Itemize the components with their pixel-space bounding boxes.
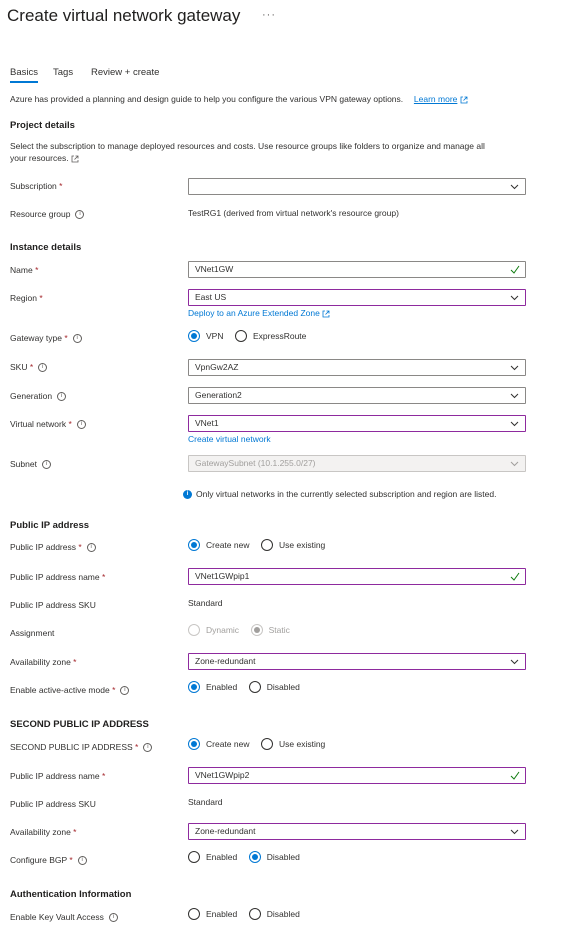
info-icon[interactable]: i bbox=[38, 363, 47, 372]
info-icon[interactable]: i bbox=[57, 392, 66, 401]
second-ip-sku-label: Public IP address SKU bbox=[10, 799, 96, 809]
public-ip-create-new-option[interactable]: Create new bbox=[188, 539, 249, 551]
intro-text bbox=[10, 93, 468, 105]
radio-icon[interactable] bbox=[188, 851, 200, 863]
gateway-type-label: Gateway type * i bbox=[10, 333, 82, 343]
subscription-dropdown[interactable] bbox=[188, 178, 526, 195]
radio-selected-icon bbox=[251, 624, 263, 636]
second-public-ip-label: SECOND PUBLIC IP ADDRESS * i bbox=[10, 742, 152, 752]
project-desc-line1: Select the subscription to manage deployed resources and costs. Use resource groups like folders to organize and manage all bbox=[10, 141, 485, 151]
radio-icon[interactable] bbox=[188, 908, 200, 920]
tab-tags[interactable]: Tags bbox=[53, 67, 74, 78]
external-link-icon bbox=[71, 155, 79, 163]
second-public-ip-heading: SECOND PUBLIC IP ADDRESS bbox=[10, 719, 149, 730]
active-active-label: Enable active-active mode * i bbox=[10, 685, 129, 695]
second-availability-zone-label: Availability zone * bbox=[10, 827, 77, 837]
project-details-description bbox=[10, 140, 540, 164]
gateway-type-vpn-option[interactable]: VPN bbox=[188, 330, 223, 342]
region-label: Region * bbox=[10, 293, 43, 303]
subnet-label: Subnet i bbox=[10, 459, 51, 469]
external-link-icon bbox=[322, 310, 330, 318]
deploy-extended-zone-link[interactable]: Deploy to an Azure Extended Zone bbox=[188, 308, 320, 318]
radio-icon[interactable] bbox=[249, 681, 261, 693]
second-availability-zone-dropdown[interactable]: Zone-redundant bbox=[188, 823, 526, 840]
region-dropdown[interactable]: East US bbox=[188, 289, 526, 306]
second-ip-use-existing-option[interactable]: Use existing bbox=[261, 738, 325, 750]
radio-selected-icon[interactable] bbox=[249, 851, 261, 863]
public-ip-sku-value: Standard bbox=[188, 598, 223, 608]
radio-icon[interactable] bbox=[249, 908, 261, 920]
bgp-enabled-option[interactable]: Enabled bbox=[188, 851, 237, 863]
info-filled-icon: i bbox=[183, 490, 192, 499]
name-label: Name * bbox=[10, 265, 39, 275]
chevron-down-icon bbox=[510, 827, 519, 836]
virtual-network-label: Virtual network * i bbox=[10, 419, 86, 429]
assignment-static-option: Static bbox=[251, 624, 290, 636]
assignment-dynamic-option: Dynamic bbox=[188, 624, 239, 636]
active-active-radio-group bbox=[188, 681, 309, 695]
tab-basics[interactable]: Basics bbox=[10, 67, 38, 78]
generation-label: Generation i bbox=[10, 391, 66, 401]
generation-dropdown[interactable]: Generation2 bbox=[188, 387, 526, 404]
info-icon[interactable]: i bbox=[42, 460, 51, 469]
check-icon bbox=[510, 265, 520, 274]
external-link-icon bbox=[460, 96, 468, 104]
public-ip-use-existing-option[interactable]: Use existing bbox=[261, 539, 325, 551]
project-desc-line2: your resources. bbox=[10, 153, 69, 163]
name-input[interactable]: VNet1GW bbox=[188, 261, 526, 278]
key-vault-enabled-option[interactable]: Enabled bbox=[188, 908, 237, 920]
availability-zone-label: Availability zone * bbox=[10, 657, 77, 667]
radio-selected-icon[interactable] bbox=[188, 539, 200, 551]
resource-group-value: TestRG1 (derived from virtual network's resource group) bbox=[188, 208, 399, 218]
chevron-down-icon bbox=[510, 459, 519, 468]
configure-bgp-radio-group bbox=[188, 851, 309, 865]
radio-icon[interactable] bbox=[261, 738, 273, 750]
info-icon[interactable]: i bbox=[87, 543, 96, 552]
radio-selected-icon[interactable] bbox=[188, 330, 200, 342]
page-title: Create virtual network gateway bbox=[7, 6, 241, 25]
second-public-ip-radio-group bbox=[188, 738, 334, 752]
chevron-down-icon bbox=[510, 363, 519, 372]
info-icon[interactable]: i bbox=[78, 856, 87, 865]
public-ip-name-input[interactable]: VNet1GWpip1 bbox=[188, 568, 526, 585]
gateway-type-expressroute-option[interactable]: ExpressRoute bbox=[235, 330, 306, 342]
active-active-enabled-option[interactable]: Enabled bbox=[188, 681, 237, 693]
radio-icon bbox=[188, 624, 200, 636]
key-vault-radio-group bbox=[188, 908, 309, 922]
bgp-disabled-option[interactable]: Disabled bbox=[249, 851, 300, 863]
chevron-down-icon bbox=[510, 391, 519, 400]
vnet-info-note bbox=[183, 489, 496, 499]
radio-selected-icon[interactable] bbox=[188, 738, 200, 750]
info-icon[interactable]: i bbox=[77, 420, 86, 429]
radio-icon[interactable] bbox=[261, 539, 273, 551]
check-icon bbox=[510, 771, 520, 780]
info-icon[interactable]: i bbox=[75, 210, 84, 219]
gateway-type-radio-group bbox=[188, 330, 315, 344]
vnet-info-text: Only virtual networks in the currently selected subscription and region are listed. bbox=[196, 489, 497, 499]
info-icon[interactable]: i bbox=[109, 913, 118, 922]
second-ip-name-label: Public IP address name * bbox=[10, 771, 106, 781]
second-ip-name-input[interactable]: VNet1GWpip2 bbox=[188, 767, 526, 784]
assignment-radio-group bbox=[188, 624, 299, 638]
authentication-heading: Authentication Information bbox=[10, 889, 132, 900]
chevron-down-icon bbox=[510, 293, 519, 302]
info-icon[interactable]: i bbox=[143, 743, 152, 752]
key-vault-disabled-option[interactable]: Disabled bbox=[249, 908, 300, 920]
chevron-down-icon bbox=[510, 182, 519, 191]
chevron-down-icon bbox=[510, 657, 519, 666]
intro-description: Azure has provided a planning and design guide to help you configure the various VPN gateway options. bbox=[10, 94, 404, 104]
assignment-label: Assignment bbox=[10, 628, 55, 638]
virtual-network-dropdown[interactable]: VNet1 bbox=[188, 415, 526, 432]
key-vault-label: Enable Key Vault Access i bbox=[10, 912, 118, 922]
check-icon bbox=[510, 572, 520, 581]
sku-label: SKU * i bbox=[10, 362, 47, 372]
second-ip-sku-value: Standard bbox=[188, 797, 223, 807]
public-ip-heading: Public IP address bbox=[10, 520, 90, 531]
chevron-down-icon bbox=[510, 419, 519, 428]
more-options-button[interactable]: ··· bbox=[262, 9, 276, 21]
active-active-disabled-option[interactable]: Disabled bbox=[249, 681, 300, 693]
tab-review-create[interactable]: Review + create bbox=[91, 67, 160, 78]
instance-details-heading: Instance details bbox=[10, 242, 82, 253]
subscription-label: Subscription * bbox=[10, 181, 63, 191]
public-ip-label: Public IP address * i bbox=[10, 542, 96, 552]
info-icon[interactable]: i bbox=[73, 334, 82, 343]
subnet-dropdown: GatewaySubnet (10.1.255.0/27) bbox=[188, 455, 526, 472]
resource-group-label: Resource group i bbox=[10, 209, 84, 219]
second-ip-create-new-option[interactable]: Create new bbox=[188, 738, 249, 750]
radio-icon[interactable] bbox=[235, 330, 247, 342]
create-virtual-network-link[interactable]: Create virtual network bbox=[188, 434, 271, 444]
public-ip-sku-label: Public IP address SKU bbox=[10, 600, 96, 610]
project-details-heading: Project details bbox=[10, 120, 75, 131]
radio-selected-icon[interactable] bbox=[188, 681, 200, 693]
extended-zone-link-row bbox=[188, 307, 330, 319]
public-ip-radio-group bbox=[188, 539, 334, 553]
public-ip-name-label: Public IP address name * bbox=[10, 572, 106, 582]
sku-dropdown[interactable]: VpnGw2AZ bbox=[188, 359, 526, 376]
configure-bgp-label: Configure BGP * i bbox=[10, 855, 87, 865]
learn-more-link[interactable]: Learn more bbox=[413, 94, 458, 104]
info-icon[interactable]: i bbox=[120, 686, 129, 695]
active-tab-indicator bbox=[10, 81, 38, 83]
availability-zone-dropdown[interactable]: Zone-redundant bbox=[188, 653, 526, 670]
